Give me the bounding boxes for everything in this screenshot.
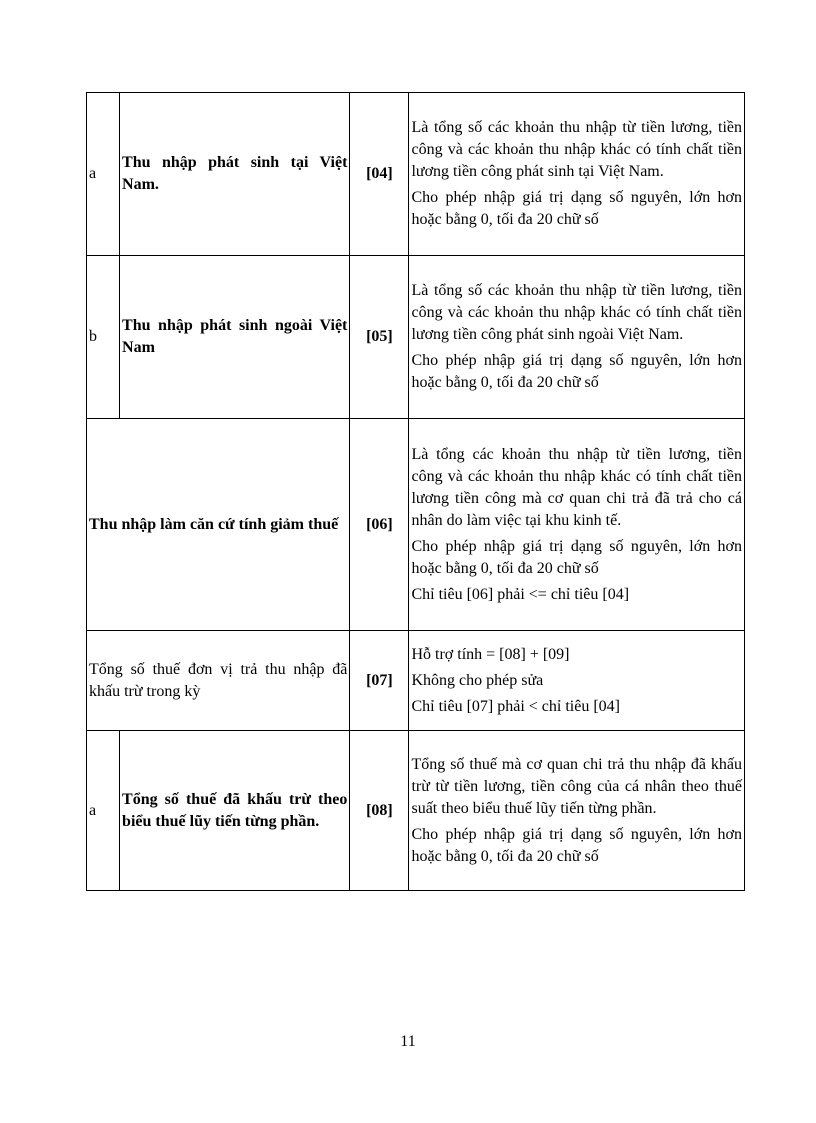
indicator-code: [08] [350,731,409,891]
indicator-code: [06] [350,419,409,631]
description-line: Không cho phép sửa [411,671,544,689]
table-row [87,93,745,256]
indicator-name: Tổng số thuế đã khấu trừ theo biểu thuế lũy tiến từng phần. [120,731,350,891]
indicator-name: Thu nhập làm căn cứ tính giảm thuế [87,419,350,631]
indicator-description [409,731,745,891]
description-line: Là tổng số các khoản thu nhập từ tiền lương, tiền công và các khoản thu nhập khác có tính chất tiền lương tiền công phát sinh tại Việt Nam. [411,119,742,180]
table-row [87,256,745,419]
indicator-description [409,419,745,631]
indicator-code: [07] [350,631,409,731]
description-line: Cho phép nhập giá trị dạng số nguyên, lớn hơn hoặc bằng 0, tối đa 20 chữ số [411,537,742,577]
description-line: Là tổng các khoản thu nhập từ tiền lương, tiền công và các khoản thu nhập khác có tính chất tiền lương tiền công mà cơ quan chi trả đã trả cho cá nhân do làm việc tại khu kinh tế. [411,445,742,529]
indicator-code: [05] [350,256,409,419]
description-line: Cho phép nhập giá trị dạng số nguyên, lớn hơn hoặc bằng 0, tối đa 20 chữ số [411,825,742,865]
table-row [87,731,745,891]
table-row [87,631,745,731]
table-row [87,419,745,631]
indicator-table [86,92,745,891]
indicator-name: Thu nhập phát sinh ngoài Việt Nam [120,256,350,419]
description-line: Cho phép nhập giá trị dạng số nguyên, lớn hơn hoặc bằng 0, tối đa 20 chữ số [411,189,742,228]
indicator-name: Thu nhập phát sinh tại Việt Nam. [120,93,350,256]
row-prefix: b [87,256,120,419]
indicator-code: [04] [350,93,409,256]
description-line: Chỉ tiêu [07] phải < chỉ tiêu [04] [411,697,620,715]
row-prefix: a [87,731,120,891]
row-prefix: a [87,93,120,256]
indicator-description [409,93,745,256]
description-line: Tổng số thuế mà cơ quan chi trả thu nhập đã khấu trừ từ tiền lương, tiền công của cá nhân theo thuế suất theo biểu thuế lũy tiến từng phần. [411,755,742,817]
indicator-description [409,256,745,419]
indicator-name: Tổng số thuế đơn vị trả thu nhập đã khấu trừ trong kỳ [87,631,350,731]
page-number: 11 [400,1033,416,1050]
description-line: Chỉ tiêu [06] phải <= chỉ tiêu [04] [411,585,630,603]
description-line: Cho phép nhập giá trị dạng số nguyên, lớn hơn hoặc bằng 0, tối đa 20 chữ số [411,352,742,391]
description-line: Là tổng số các khoản thu nhập từ tiền lương, tiền công và các khoản thu nhập khác có tính chất tiền lương tiền công phát sinh ngoài Việt Nam. [411,282,742,343]
description-line: Hỗ trợ tính = [08] + [09] [411,645,570,663]
indicator-description [409,631,745,731]
